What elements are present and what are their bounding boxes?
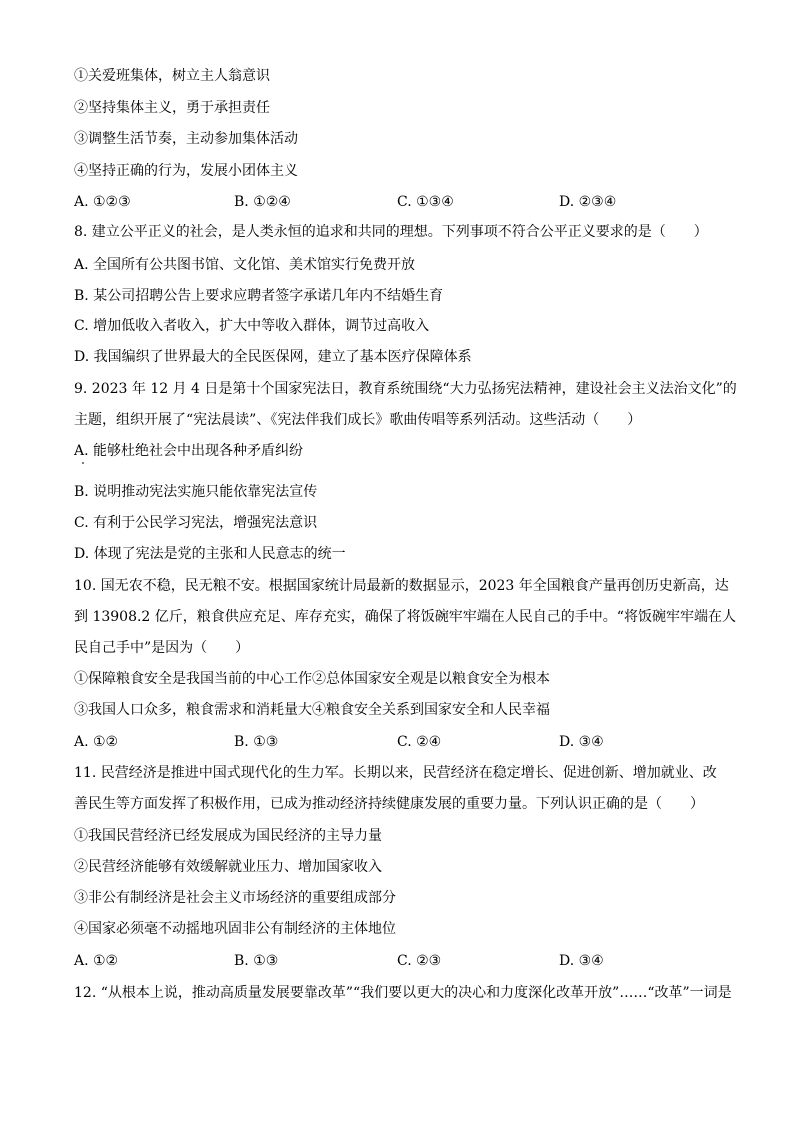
q11-option-d[interactable]: D. ③④ — [559, 953, 604, 969]
q7-option-d[interactable]: D. ②③④ — [559, 194, 617, 210]
q7-item-4: ④坚持正确的行为，发展小团体主义 — [74, 163, 298, 179]
q7-option-c[interactable]: C. ①③④ — [397, 194, 454, 210]
q11-stem-line-1: 11. 民营经济是推进中国式现代化的生力军。长期以来，民营经济在稳定增长、促进创新、增加就业、改 — [74, 765, 717, 781]
q7-option-a[interactable]: A. ①②③ — [74, 194, 131, 210]
q9-option-a[interactable]: A. 能够杜绝社会中出现各种矛盾纠纷 — [74, 443, 304, 459]
q7-options — [74, 192, 734, 212]
q10-option-d[interactable]: D. ③④ — [559, 734, 604, 750]
stray-dot-mark — [82, 462, 84, 464]
q10-item-row-2: ③我国人口众多，粮食需求和消耗量大④粮食安全关系到国家安全和人民幸福 — [74, 702, 550, 718]
q10-options — [74, 732, 734, 752]
q11-item-3: ③非公有制经济是社会主义市场经济的重要组成部分 — [74, 890, 396, 906]
q9-option-c[interactable]: C. 有利于公民学习宪法，增强宪法意识 — [74, 515, 318, 531]
q8-stem: 8. 建立公平正义的社会，是人类永恒的追求和共同的理想。下列事项不符合公平正义要求的是（ ） — [74, 224, 708, 240]
q11-option-a[interactable]: A. ①② — [74, 953, 119, 969]
q12-stem-line-1: 12. “从根本上说，推动高质量发展要靠改革”“我们要以更大的决心和力度深化改革开放”……“改革”一词是 — [74, 985, 732, 1001]
q8-option-c[interactable]: C. 增加低收入者收入，扩大中等收入群体，调节过高收入 — [74, 318, 430, 334]
q10-stem-line-3: 民自己手中”是因为（ ） — [74, 640, 250, 656]
q7-option-b[interactable]: B. ①②④ — [234, 194, 291, 210]
q11-option-c[interactable]: C. ②③ — [397, 953, 442, 969]
q11-item-1: ①我国民营经济已经发展成为国民经济的主导力量 — [74, 828, 382, 844]
q7-item-2: ②坚持集体主义，勇于承担责任 — [74, 100, 270, 116]
q11-item-2: ②民营经济能够有效缓解就业压力、增加国家收入 — [74, 859, 382, 875]
q7-item-3: ③调整生活节奏，主动参加集体活动 — [74, 131, 298, 147]
q10-stem-line-1: 10. 国无农不稳，民无粮不安。根据国家统计局最新的数据显示，2023 年全国粮食产量再创历史新高，达 — [74, 578, 729, 594]
q10-stem-line-2: 到 13908.2 亿斤，粮食供应充足、库存充实，确保了将饭碗牢牢端在人民自己的手中。“将饭碗牢牢端在人 — [74, 609, 736, 625]
q9-option-d[interactable]: D. 体现了宪法是党的主张和人民意志的统一 — [74, 546, 346, 562]
q7-item-1: ①关爱班集体，树立主人翁意识 — [74, 68, 270, 84]
q8-option-b[interactable]: B. 某公司招聘公告上要求应聘者签字承诺几年内不结婚生育 — [74, 288, 444, 304]
q11-stem-line-2: 善民生等方面发挥了积极作用，已成为推动经济持续健康发展的重要力量。下列认识正确的是（ ） — [74, 796, 704, 812]
q8-option-a[interactable]: A. 全国所有公共图书馆、文化馆、美术馆实行免费开放 — [74, 257, 416, 273]
q10-item-row-1: ①保障粮食安全是我国当前的中心工作②总体国家安全观是以粮食安全为根本 — [74, 671, 550, 687]
q11-options — [74, 951, 734, 971]
q10-option-c[interactable]: C. ②④ — [397, 734, 442, 750]
q9-option-b[interactable]: B. 说明推动宪法实施只能依靠宪法宣传 — [74, 484, 318, 500]
q10-option-b[interactable]: B. ①③ — [234, 734, 279, 750]
q8-option-d[interactable]: D. 我国编织了世界最大的全民医保网，建立了基本医疗保障体系 — [74, 349, 472, 365]
q11-option-b[interactable]: B. ①③ — [234, 953, 279, 969]
q9-stem-line-1: 9. 2023 年 12 月 4 日是第十个国家宪法日，教育系统围绕“大力弘扬宪法精神，建设社会主义法治文化”的 — [74, 381, 737, 397]
q11-item-4: ④国家必须毫不动摇地巩固非公有制经济的主体地位 — [74, 921, 396, 937]
q10-option-a[interactable]: A. ①② — [74, 734, 119, 750]
q9-stem-line-2: 主题，组织开展了“宪法晨读”、《宪法伴我们成长》歌曲传唱等系列活动。这些活动（ ） — [74, 412, 642, 428]
